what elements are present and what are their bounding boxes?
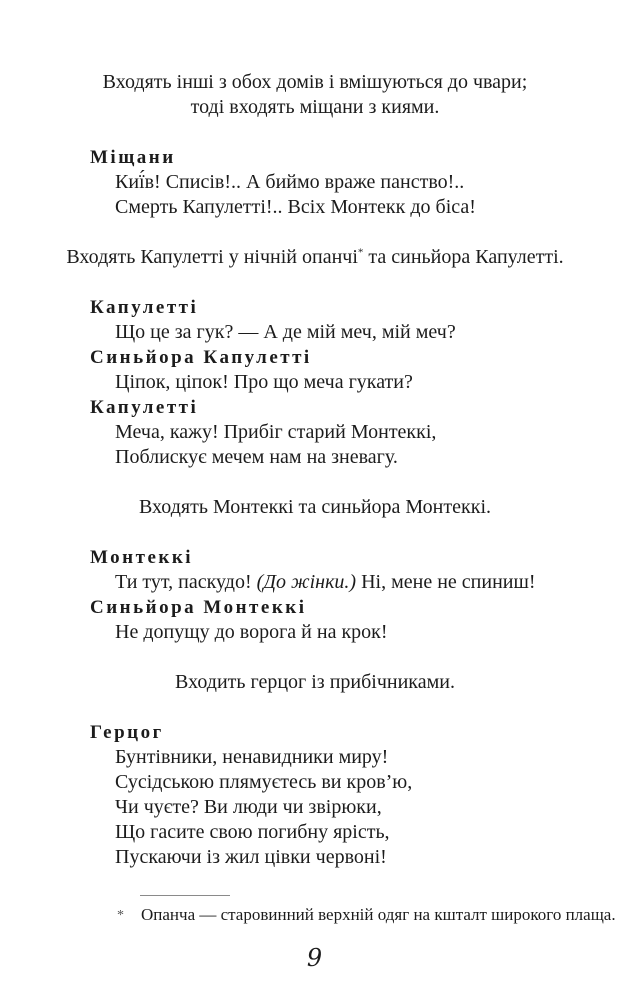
speech-group-capulets: [90, 295, 540, 470]
dialogue-line: Не допущу до ворога й на крок!: [115, 621, 388, 643]
footnote: [90, 895, 616, 925]
dialogue-line: Що гасите свою погибну ярість,: [115, 821, 390, 843]
dialogue-text-part: Ти тут, паскудо!: [115, 571, 257, 593]
dialogue-line: Бунтівники, ненавидники миру!: [115, 746, 389, 768]
dialogue-line: Смерть Капулетті!.. Всіх Монтекк до біса!: [115, 196, 476, 218]
stage-direction-capulets-enter: [66, 245, 564, 270]
stage-direction-text: [66, 245, 563, 270]
speech-lady-montague: [90, 595, 540, 645]
dialogue-line: Пускаючи із жил цівки червоні!: [115, 846, 387, 868]
speech-citizens: [90, 145, 540, 220]
dialogue-line: [90, 570, 540, 595]
speech-prince: [90, 720, 540, 870]
footnote-marker: *: [117, 908, 124, 923]
stage-direction-line: [90, 95, 540, 120]
stage-direction-text: тоді входять міщани з киями.: [190, 96, 440, 118]
dialogue-line: Сусідською плямуєтесь ви кров’ю,: [115, 771, 413, 793]
speech-capulet: [90, 295, 540, 345]
stage-direction-line: [90, 670, 540, 695]
footnote-rule: [140, 895, 230, 896]
page-number: 9: [306, 944, 323, 972]
dialogue-text-part: Ні, мене не спиниш!: [356, 571, 536, 593]
stage-direction-text-part: та синьйора Капулетті.: [363, 246, 564, 268]
footnote-line: [90, 904, 616, 925]
speaker-name: Синьйора Монтеккі: [90, 597, 307, 618]
footnote-reference-marker: *: [357, 246, 364, 259]
stage-direction-text: Входять інші з обох домів і вмішуються до чвари;: [102, 71, 528, 93]
speech-lady-capulet: [90, 345, 540, 395]
stage-direction-text-part: Входять Капулетті у нічній опанчі: [66, 246, 358, 268]
dialogue-line: Поблискує мечем нам на зневагу.: [115, 446, 398, 468]
speech-capulet: [90, 395, 540, 470]
stage-direction-line: [66, 245, 564, 270]
dialogue-line: Киї́в! Списів!.. А биймо враже панство!..: [115, 171, 465, 193]
stage-direction-line: [90, 70, 540, 95]
stage-direction-prince-enters: [90, 670, 540, 695]
stage-direction-montagues-enter: [90, 495, 540, 520]
dialogue-line: Ціпок, ціпок! Про що меча гукати?: [115, 371, 413, 393]
speaker-name: Герцог: [90, 722, 164, 743]
dialogue-line: Що це за гук? — А де мій меч, мій меч?: [115, 321, 456, 343]
speaker-name: Міщани: [90, 147, 176, 168]
page-content: [66, 70, 616, 925]
speaker-name: Капулетті: [90, 397, 199, 418]
inline-stage-direction: (До жінки.): [256, 571, 357, 593]
dialogue-line: Чи чуєте? Ви люди чи звірюки,: [115, 796, 382, 818]
stage-direction-text: Входять Монтеккі та синьйора Монтеккі.: [138, 496, 491, 518]
speaker-name: Капулетті: [90, 297, 199, 318]
speaker-name: Синьйора Капулетті: [90, 347, 312, 368]
speaker-name: Монтеккі: [90, 547, 194, 568]
dialogue-line: Меча, кажу! Прибіг старий Монтеккі,: [115, 421, 437, 443]
speech-montague: [90, 545, 540, 595]
stage-direction-line: [90, 495, 540, 520]
speech-group-montagues: [90, 545, 540, 645]
stage-direction-text: Входить герцог із прибічниками.: [175, 671, 455, 693]
stage-direction-opening: [90, 70, 540, 120]
footnote-text: Опанча — старовинний верхній одяг на кшталт широкого плаща.: [141, 905, 616, 924]
